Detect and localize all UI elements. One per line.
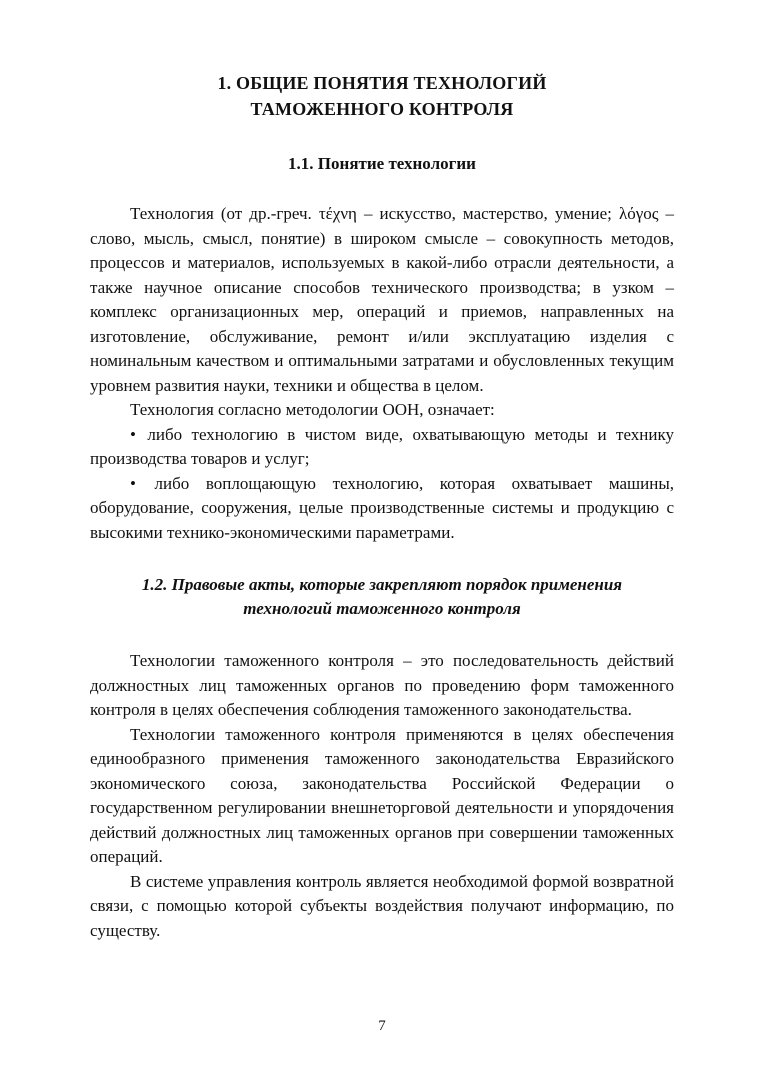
chapter-title (90, 70, 674, 122)
bullet-icon: • (130, 424, 136, 444)
section-2-paragraph-3: В системе управления контроль является необходимой формой возвратной связи, с помощью которой субъекты воздействия получают информацию, по существу. (90, 871, 674, 940)
bullet-item-1 (90, 423, 674, 472)
section-2-title-line-1: 1.2. Правовые акты, которые закрепляют порядок применения (141, 575, 623, 594)
bullet-item-2 (90, 472, 674, 546)
chapter-title-line-2: ТАМОЖЕННОГО КОНТРОЛЯ (250, 99, 514, 119)
section-1-title: 1.1. Понятие технологии (288, 154, 476, 173)
section-2-title (90, 573, 674, 621)
page-content (90, 70, 674, 943)
bullet-icon: • (130, 473, 136, 493)
bullet-item-2-text: либо воплощающую технологию, которая охватывает машины, оборудование, сооружения, целые производственные системы и продукцию с высокими технико-экономическими параметрами. (90, 473, 674, 542)
bullet-item-1-text: либо технологию в чистом виде, охватывающую методы и технику производства товаров и услуг; (90, 424, 675, 468)
section-1-paragraph-2: Технология согласно методологии ООН, означает: (130, 400, 495, 419)
section-2-paragraph-1: Технологии таможенного контроля – это последовательность действий должностных лиц таможенных органов по проведению форм таможенного контроля в целях обеспечения соблюдения таможенного законодательства. (90, 651, 674, 719)
section-2-title-line-2: технологий таможенного контроля (243, 599, 521, 618)
section-1-paragraph-1: Технология (от др.-греч. τέχνη – искусство, мастерство, умение; λόγος – слово, мысль, смысл, понятие) в широком смысле – совокупность методов, процессов и материалов, используемых в какой-либо отрасли деятельности, а также научное описание способов технического производства; в узком – комплекс организационных мер, операций и приемов, направленных на изготовление, обслуживание, ремонт и/или эксплуатацию изделия с номинальным качеством и оптимальными затратами и обусловленных текущим уровнем развития науки, техники и общества в целом. (90, 204, 674, 395)
page-number: 7 (378, 1018, 386, 1034)
section-2-paragraph-2: Технологии таможенного контроля применяются в целях обеспечения единообразного применения таможенного законодательства Евразийского экономического союза, законодательства Российской Федерации о государственном регулировании внешнеторговой деятельности и упорядочения действий должностных лиц таможенных органов при совершении таможенных операций. (90, 724, 674, 866)
chapter-title-line-1: 1. ОБЩИЕ ПОНЯТИЯ ТЕХНОЛОГИЙ (217, 73, 547, 93)
